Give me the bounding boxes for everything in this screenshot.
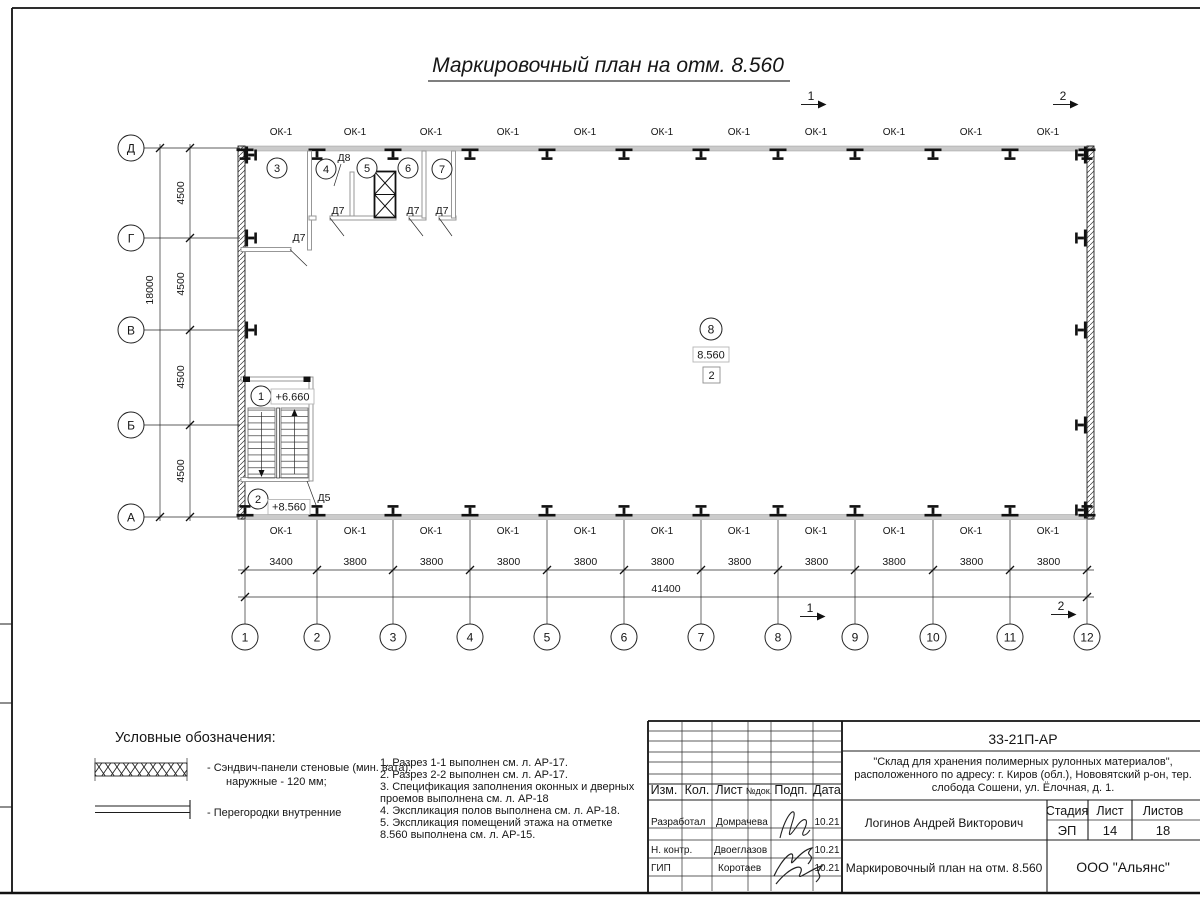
dimensions-bottom — [232, 520, 1100, 650]
door-label-d7: Д7 — [435, 205, 449, 217]
section-marks — [800, 89, 1079, 621]
legend-heading: Условные обозначения: — [115, 730, 276, 746]
grid-col-bubbles — [232, 624, 1100, 650]
grid-col-label: 1 — [241, 630, 249, 645]
dim-label: 3800 — [882, 556, 906, 568]
tb-company: ООО "Альянс" — [1076, 859, 1170, 875]
window-mark: ОК-1 — [496, 526, 520, 537]
window-mark: ОК-1 — [343, 526, 367, 537]
grid-row-label: Г — [127, 231, 135, 246]
room-num: 3 — [273, 163, 281, 175]
tb-header-kol: Кол. — [684, 783, 710, 797]
dim-label: 4500 — [175, 459, 187, 483]
page-title: Маркировочный план на отм. 8.560 — [432, 54, 784, 77]
window-mark: ОК-1 — [419, 127, 443, 138]
window-mark: ОК-1 — [1036, 526, 1060, 537]
tb-header-podp: Подп. — [774, 783, 808, 797]
note-line: 2. Разрез 2-2 выполнен см. л. АР-17. — [380, 769, 568, 781]
dim-label: 3800 — [419, 556, 444, 568]
door-label-d5: Д5 — [317, 492, 331, 504]
dim-label: 3800 — [496, 556, 521, 568]
tb-name: Коротаев — [718, 863, 762, 874]
signature-1 — [780, 812, 810, 838]
tb-name: Домрачева — [716, 817, 768, 828]
section-mark-1: 1 — [806, 601, 814, 615]
room-num: 6 — [404, 163, 412, 175]
note-line: 8.560 выполнена см. л. АР-15. — [380, 829, 536, 841]
tb-project-line3: слобода Сошени, ул. Ёлочная, д. 1. — [931, 782, 1115, 794]
room-num: 4 — [322, 164, 330, 176]
grid-col-label: 11 — [1003, 630, 1017, 645]
tb-sheets-value: 18 — [1155, 823, 1171, 838]
door-label-d7: Д7 — [292, 232, 306, 244]
window-mark: ОК-1 — [727, 127, 751, 138]
grid-row-bubbles — [118, 135, 144, 530]
floor-plan — [118, 89, 1100, 650]
window-mark: ОК-1 — [573, 127, 597, 138]
dim-label: 3800 — [804, 556, 829, 568]
legend-item1-line1: - Сэндвич-панели стеновые (мин. вата): — [207, 762, 412, 774]
stairwell — [241, 377, 331, 515]
grid-col-label: 5 — [543, 630, 551, 645]
grid-col-label: 3 — [389, 630, 397, 645]
window-mark: ОК-1 — [650, 127, 674, 138]
tb-role: Разработал — [651, 817, 706, 828]
left-sandwich-wall — [238, 146, 245, 519]
room-num: 5 — [363, 163, 371, 175]
columns-left — [246, 147, 257, 339]
tb-sheets-header: Листов — [1142, 804, 1184, 818]
tb-stage-value: ЭП — [1057, 823, 1077, 838]
window-mark: ОК-1 — [1036, 127, 1060, 138]
grid-col-label: 2 — [313, 630, 321, 645]
section-mark-2: 2 — [1059, 89, 1067, 103]
tb-date: 10.21 — [814, 817, 840, 828]
bottom-wall-window-strip — [241, 515, 1093, 520]
dim-label: 3400 — [269, 556, 293, 568]
dim-label: 3800 — [573, 556, 598, 568]
dim-label: 4500 — [175, 181, 187, 205]
tb-date: 10.21 — [814, 863, 840, 874]
window-mark: ОК-1 — [573, 526, 597, 537]
section-mark-2: 2 — [1057, 599, 1065, 613]
grid-col-label: 12 — [1080, 630, 1094, 645]
dim-label: 4500 — [175, 365, 187, 389]
door-label-d7: Д7 — [406, 205, 420, 217]
dim-label: 3800 — [727, 556, 752, 568]
window-mark: ОК-1 — [804, 127, 828, 138]
grid-row-label: Д — [126, 141, 136, 156]
tb-header-izm: Изм. — [650, 783, 678, 797]
hall-marks — [693, 318, 729, 383]
tb-sheet-value: 14 — [1102, 823, 1118, 838]
grid-row-label: Б — [127, 418, 135, 433]
dim-label: 4500 — [175, 272, 187, 296]
grid-col-label: 7 — [697, 630, 705, 645]
stair-upper-elevation: +6.660 — [275, 391, 310, 404]
title-block — [648, 721, 1200, 893]
window-mark: ОК-1 — [959, 526, 983, 537]
dim-total-label: 41400 — [651, 583, 681, 595]
top-wall-window-strip — [241, 146, 1093, 151]
right-sandwich-wall — [1087, 146, 1094, 519]
legend-item1-line2: наружные - 120 мм; — [226, 776, 327, 788]
tb-chief-name: Логинов Андрей Викторович — [864, 816, 1024, 830]
window-marks-top — [270, 127, 1060, 138]
tb-doc-code: 33-21П-АР — [988, 731, 1058, 747]
tb-date: 10.21 — [814, 845, 840, 856]
window-mark: ОК-1 — [882, 526, 906, 537]
grid-col-label: 9 — [851, 630, 859, 645]
stair-lower-elevation: +8.560 — [272, 501, 306, 514]
legend-sandwich-panel-swatch — [95, 763, 187, 776]
stair-lower-num: 2 — [254, 494, 262, 506]
tb-drawing-name: Маркировочный план на отм. 8.560 — [845, 861, 1043, 875]
legend-item2: - Перегородки внутренние — [207, 807, 342, 819]
tb-stage-header: Стадия — [1045, 804, 1089, 818]
dim-label: 3800 — [650, 556, 675, 568]
window-mark: ОК-1 — [269, 127, 293, 138]
window-mark: ОК-1 — [419, 526, 443, 537]
window-mark: ОК-1 — [650, 526, 674, 537]
door-label-d8: Д8 — [337, 152, 351, 164]
hall-room-num: 8 — [707, 322, 715, 337]
shaft — [375, 172, 396, 218]
tb-role: ГИП — [651, 863, 671, 874]
dim-label: 3800 — [343, 556, 367, 568]
tb-sheet-header: Лист — [1096, 804, 1124, 818]
grid-row-label: В — [126, 323, 136, 338]
notes — [380, 757, 635, 841]
window-mark: ОК-1 — [343, 127, 367, 138]
hall-zone-num: 2 — [708, 370, 715, 382]
window-mark: ОК-1 — [804, 526, 828, 537]
tb-role: Н. контр. — [651, 845, 693, 856]
door-label-d7: Д7 — [331, 205, 345, 217]
legend-partition-swatch — [95, 800, 190, 819]
section-mark-1: 1 — [807, 89, 815, 103]
grid-row-label: А — [126, 510, 136, 525]
tb-header-ndok: №док. — [745, 786, 773, 796]
note-line: 4. Экспликация полов выполнена см. л. АР-18. — [380, 805, 620, 817]
window-mark: ОК-1 — [496, 127, 520, 138]
window-marks-bottom — [270, 526, 1060, 537]
grid-col-label: 8 — [774, 630, 782, 645]
tb-project-line2: расположенного по адресу: г. Киров (обл.), Нововятский р-он, тер. — [854, 769, 1192, 781]
room-num: 7 — [438, 164, 446, 176]
note-line: 5. Экспликация помещений этажа на отметке — [380, 817, 613, 829]
window-mark: ОК-1 — [882, 127, 906, 138]
hall-elevation: 8.560 — [697, 349, 725, 362]
stair-upper-num: 1 — [257, 391, 265, 403]
dim-label: 3800 — [959, 556, 984, 568]
grid-col-label: 6 — [620, 630, 628, 645]
tb-project-line1: "Склад для хранения полимерных рулонных материалов", — [873, 756, 1173, 768]
window-mark: ОК-1 — [959, 127, 983, 138]
columns-right — [1075, 147, 1086, 519]
tb-header-list: Лист — [715, 783, 743, 797]
legend — [95, 730, 411, 819]
window-mark: ОК-1 — [269, 526, 293, 537]
dimensions-left — [118, 135, 240, 530]
dim-label: 3800 — [1036, 556, 1061, 568]
tb-header-data: Дата — [813, 783, 841, 797]
note-line: 3. Спецификация заполнения оконных и дверных — [380, 781, 635, 793]
tb-name: Двоеглазов — [714, 845, 768, 856]
note-line: 1. Разрез 1-1 выполнен см. л. АР-17. — [380, 757, 568, 769]
grid-col-label: 4 — [466, 630, 474, 645]
window-mark: ОК-1 — [727, 526, 751, 537]
dim-total-label: 18000 — [144, 275, 156, 305]
grid-col-label: 10 — [926, 630, 940, 645]
note-line: проемов выполнена см. л. АР-18 — [380, 793, 549, 805]
